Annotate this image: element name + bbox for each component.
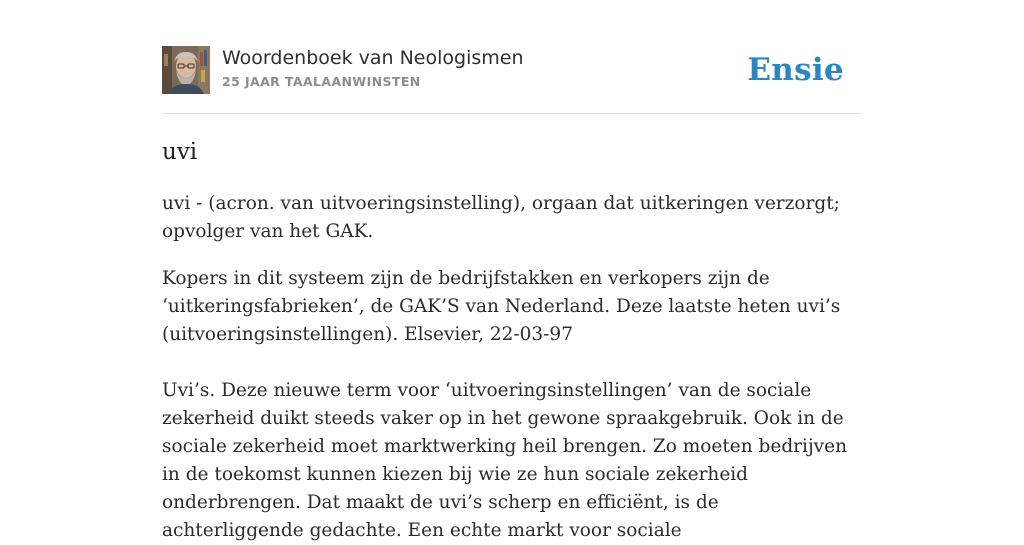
entry-quote-2: Uvi’s. Deze nieuwe term voor ‘uitvoeringsinstellingen’ van de sociale zekerheid duikt steeds vaker op in het gewone spraakgebruik. Ook in de sociale zekerheid moet marktwerking heil brengen. Zo moeten bedrijven in de toekomst kunnen kiezen bij wie ze hun sociale zekerheid onderbrengen. Dat maakt de uvi’s scherp en efficiënt, is de achterliggende gedachte. Een echte markt voor sociale	[162, 380, 847, 541]
header-divider	[162, 113, 862, 114]
bearded-man-portrait-icon	[162, 46, 210, 94]
entry-content	[162, 190, 862, 545]
entry-title: uvi	[162, 139, 198, 165]
entry-quote-1: Kopers in dit systeem zijn de bedrijfstakken en verkopers zijn de ‘uitkeringsfabrieken’, de GAK’S van Nederland. Deze laatste heten uvi’s (uitvoeringsinstellingen). Elsevier, 22-03-97	[162, 268, 841, 345]
page	[162, 0, 862, 541]
ensie-logo-link[interactable]: Ensie	[747, 52, 844, 88]
author-header	[162, 46, 862, 96]
author-avatar[interactable]	[162, 46, 210, 94]
entry-definition: uvi - (acron. van uitvoeringsinstelling), orgaan dat uitkeringen verzorgt; opvolger van het GAK.	[162, 193, 840, 242]
author-tagline: 25 JAAR TAALAANWINSTEN	[222, 74, 421, 89]
author-name[interactable]: Woordenboek van Neologismen	[222, 47, 524, 69]
